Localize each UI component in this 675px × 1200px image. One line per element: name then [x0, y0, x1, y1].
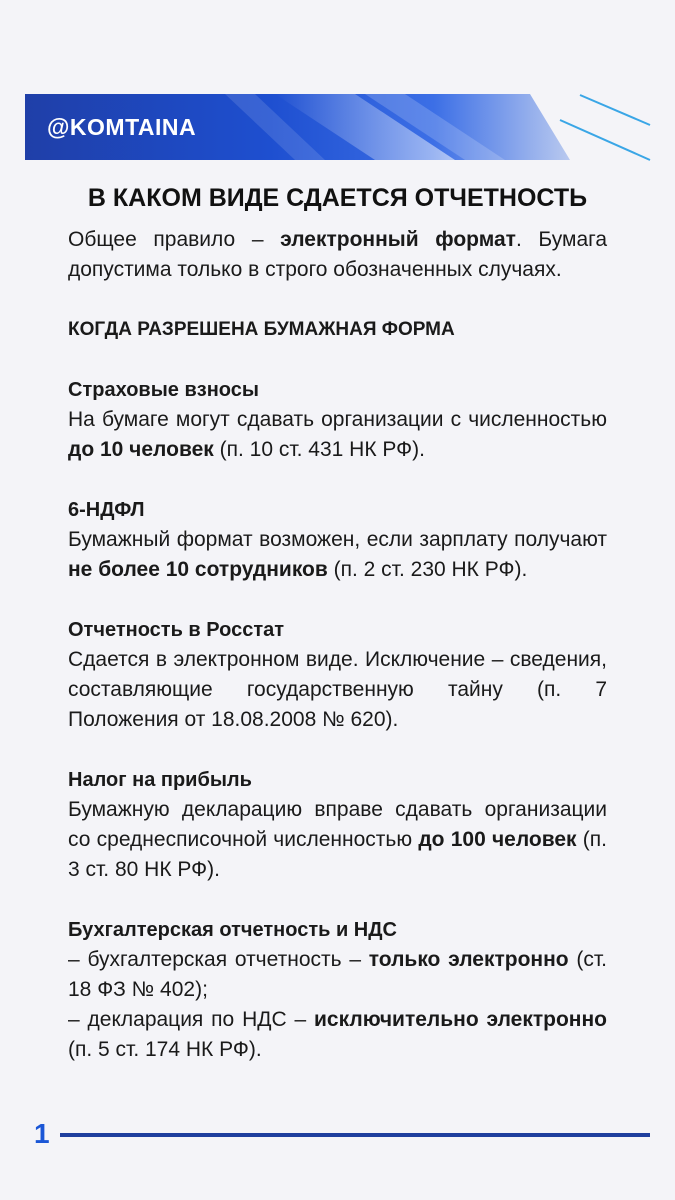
decorative-lines — [555, 90, 655, 165]
section-ndfl — [68, 495, 607, 585]
section-rosstat — [68, 615, 607, 735]
list-item: – декларация по НДС – исключительно электронно (п. 5 ст. 174 НК РФ). — [68, 1008, 607, 1061]
content — [68, 225, 607, 1065]
intro-paragraph: Общее правило – электронный формат. Бумага допустима только в строго обозначенных случаях. — [68, 228, 608, 281]
section-heading: Бухгалтерская отчетность и НДС — [68, 919, 397, 941]
section-heading: 6-НДФЛ — [68, 499, 145, 521]
section-text: На бумаге могут сдавать организации с численностью до 10 человек (п. 10 ст. 431 НК РФ). — [68, 408, 607, 461]
list-item: – бухгалтерская отчетность – только электронно (ст. 18 ФЗ № 402); — [68, 948, 608, 1001]
page-title: В КАКОМ ВИДЕ СДАЕТСЯ ОТЧЕТНОСТЬ — [87, 184, 588, 212]
page-number: 1 — [34, 1118, 50, 1149]
section-profit-tax — [68, 765, 607, 885]
section-heading: Налог на прибыль — [68, 769, 252, 791]
section-accounting-vat — [68, 915, 607, 1065]
section-text: Бумажную декларацию вправе сдавать организации со среднесписочной численностью до 100 человек (п. 3 ст. 80 НК РФ). — [68, 798, 608, 881]
section-insurance — [68, 375, 607, 465]
section-heading: Отчетность в Росстат — [68, 619, 285, 641]
section-text: Сдается в электронном виде. Исключение – сведения, составляющие государственную тайну (п. 7 Положения от 18.08.2008 № 620). — [68, 648, 607, 731]
brand-banner — [25, 94, 570, 160]
section-text: Бумажный формат возможен, если зарплату получают не более 10 сотрудников (п. 2 ст. 230 НК РФ). — [68, 528, 607, 581]
brand-handle: @KOMTAINA — [47, 114, 197, 140]
section-subheading: КОГДА РАЗРЕШЕНА БУМАЖНАЯ ФОРМА — [68, 319, 455, 340]
footer-divider — [60, 1133, 650, 1137]
section-heading: Страховые взносы — [68, 379, 259, 401]
